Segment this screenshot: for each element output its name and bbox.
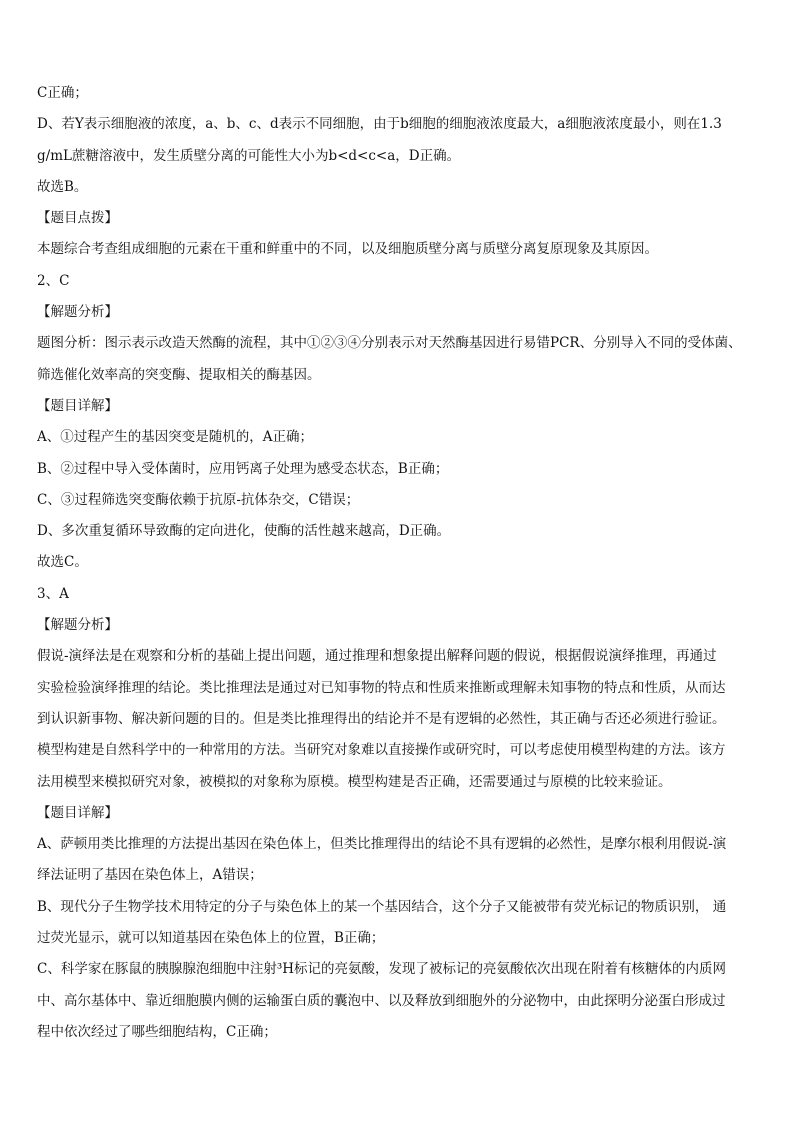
question-number: 2、C [37, 272, 70, 289]
section-heading: 【解题分析】 [37, 304, 118, 321]
text-line: C、科学家在豚鼠的胰腺腺泡细胞中注射³H标记的亮氨酸，发现了被标记的亮氨酸依次出现在附着有核糖体的内质网 [37, 961, 727, 978]
text-line: D、若Y表示细胞液的浓度，a、b、c、d表示不同细胞，由于b细胞的细胞液浓度最大，a细胞液浓度最小，则在1.3 [37, 116, 722, 133]
text-line: 程中依次经过了哪些细胞结构，C正确； [37, 1023, 277, 1040]
section-heading: 【解题分析】 [37, 617, 118, 634]
text-line: 假说-演绎法是在观察和分析的基础上提出问题，通过推理和想象提出解释问题的假说，根据假说演绎推理，再通过 [37, 648, 717, 665]
section-heading: 【题目点拨】 [37, 210, 118, 227]
text-line: A、萨顿用类比推理的方法提出基因在染色体上，但类比推理得出的结论不具有逻辑的必然性，是摩尔根利用假说-演 [37, 836, 727, 853]
text-line: 过荧光显示，就可以知道基因在染色体上的位置，B正确； [37, 930, 385, 947]
text-line: 题图分析：图示表示改造天然酶的流程，其中①②③④分别表示对天然酶基因进行易错PCR、分别导入不同的受体菌、 [37, 335, 742, 352]
text-line: B、现代分子生物学技术用特定的分子与染色体上的某一个基因结合，这个分子又能被带有荧光标记的物质识别， 通 [37, 898, 727, 915]
text-line: 故选C。 [37, 554, 88, 571]
question-number: 3、A [37, 585, 69, 602]
text-line: g/mL蔗糖溶液中，发生质壁分离的可能性大小为b<d<c<a，D正确。 [37, 147, 461, 164]
text-line: 本题综合考查组成细胞的元素在干重和鲜重中的不同，以及细胞质壁分离与质壁分离复原现象及其原因。 [37, 241, 658, 258]
text-line: 故选B。 [37, 178, 88, 195]
section-heading: 【题目详解】 [37, 397, 118, 414]
text-line: C正确； [37, 85, 88, 101]
text-line: 筛选催化效率高的突变酶、提取相关的酶基因。 [37, 366, 321, 383]
document-page [37, 78, 757, 1048]
text-line: 绎法证明了基因在染色体上，A错误； [37, 867, 263, 884]
text-line: 实验检验演绎推理的结论。类比推理法是通过对已知事物的特点和性质来推断或理解未知事物的特点和性质，从而达 [37, 679, 726, 696]
text-line: D、多次重复循环导致酶的定向进化，使酶的活性越来越高，D正确。 [37, 523, 451, 540]
text-line: 模型构建是自然科学中的一种常用的方法。当研究对象难以直接操作或研究时，可以考虑使用模型构建的方法。该方 [37, 742, 726, 759]
section-heading: 【题目详解】 [37, 804, 118, 821]
text-line: C、③过程筛选突变酶依赖于抗原-抗体杂交，C错误； [37, 491, 360, 508]
text-line: 法用模型来模拟研究对象，被模拟的对象称为原模。模型构建是否正确，还需要通过与原模的比较来验证。 [37, 773, 672, 790]
text-line: A、①过程产生的基因突变是随机的，A正确； [37, 429, 313, 446]
text-line: 中、高尔基体中、靠近细胞膜内侧的运输蛋白质的囊泡中、以及释放到细胞外的分泌物中，由此探明分泌蛋白形成过 [37, 992, 726, 1009]
text-line: 到认识新事物、解决新问题的目的。但是类比推理得出的结论并不是有逻辑的必然性，其正确与否还必须进行验证。 [37, 710, 726, 727]
text-line: B、②过程中导入受体菌时，应用钙离子处理为感受态状态，B正确； [37, 460, 449, 477]
